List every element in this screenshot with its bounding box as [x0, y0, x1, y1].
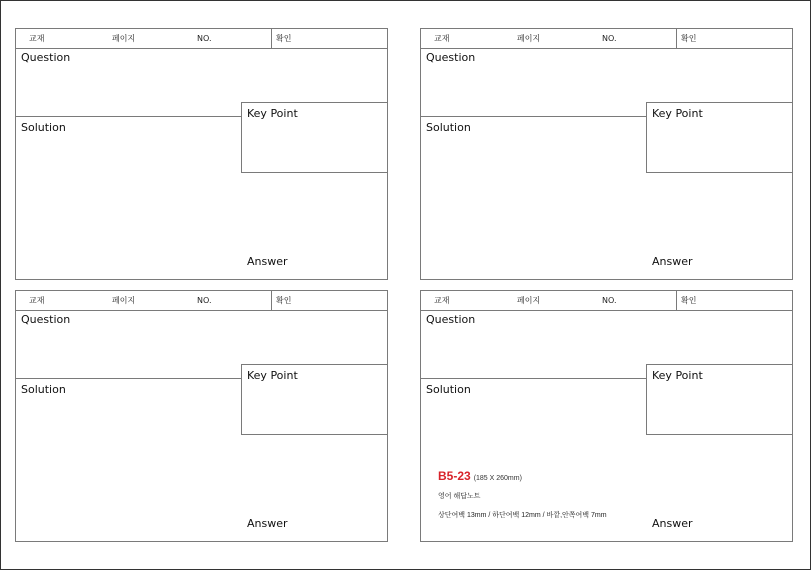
product-name: 영어 해답노트 [438, 493, 481, 500]
question-divider [421, 378, 647, 379]
note-card [15, 290, 388, 542]
answer-label: Answer [247, 517, 288, 530]
question-divider [421, 116, 647, 117]
header-book-label: 교재 [434, 296, 450, 305]
header-book-label: 교재 [29, 296, 45, 305]
header-check-label: 확인 [271, 291, 291, 310]
header-page-label: 페이지 [517, 296, 541, 305]
key-point-label: Key Point [652, 369, 703, 382]
answer-label: Answer [652, 517, 693, 530]
key-point-box [646, 102, 793, 173]
answer-label: Answer [652, 255, 693, 268]
note-card [420, 28, 793, 280]
header-no-label: NO. [602, 34, 617, 43]
key-point-box [241, 364, 388, 435]
note-card [420, 290, 793, 542]
solution-label: Solution [426, 121, 471, 134]
note-card [15, 28, 388, 280]
header-no-label: NO. [602, 296, 617, 305]
key-point-label: Key Point [247, 369, 298, 382]
question-label: Question [426, 51, 476, 64]
question-divider [16, 116, 242, 117]
key-point-label: Key Point [247, 107, 298, 120]
header-no-label: NO. [197, 296, 212, 305]
header-book-label: 교재 [29, 34, 45, 43]
solution-label: Solution [21, 121, 66, 134]
header-check-label: 확인 [676, 291, 696, 310]
card-header [16, 29, 387, 49]
card-header [16, 291, 387, 311]
card-header [421, 29, 792, 49]
question-label: Question [21, 51, 71, 64]
key-point-box [241, 102, 388, 173]
header-check-label: 확인 [271, 29, 291, 48]
header-page-label: 페이지 [112, 296, 136, 305]
product-margins: 상단여백 13mm / 하단여백 12mm / 바깥,안쪽여백 7mm [438, 512, 607, 519]
key-point-box [646, 364, 793, 435]
card-header [421, 291, 792, 311]
answer-label: Answer [247, 255, 288, 268]
solution-label: Solution [426, 383, 471, 396]
product-size: (185 X 260mm) [473, 475, 522, 482]
header-page-label: 페이지 [517, 34, 541, 43]
solution-label: Solution [21, 383, 66, 396]
header-no-label: NO. [197, 34, 212, 43]
product-title [438, 467, 522, 485]
question-label: Question [21, 313, 71, 326]
question-label: Question [426, 313, 476, 326]
header-book-label: 교재 [434, 34, 450, 43]
header-check-label: 확인 [676, 29, 696, 48]
header-page-label: 페이지 [112, 34, 136, 43]
key-point-label: Key Point [652, 107, 703, 120]
product-code: B5-23 [438, 469, 471, 483]
question-divider [16, 378, 242, 379]
